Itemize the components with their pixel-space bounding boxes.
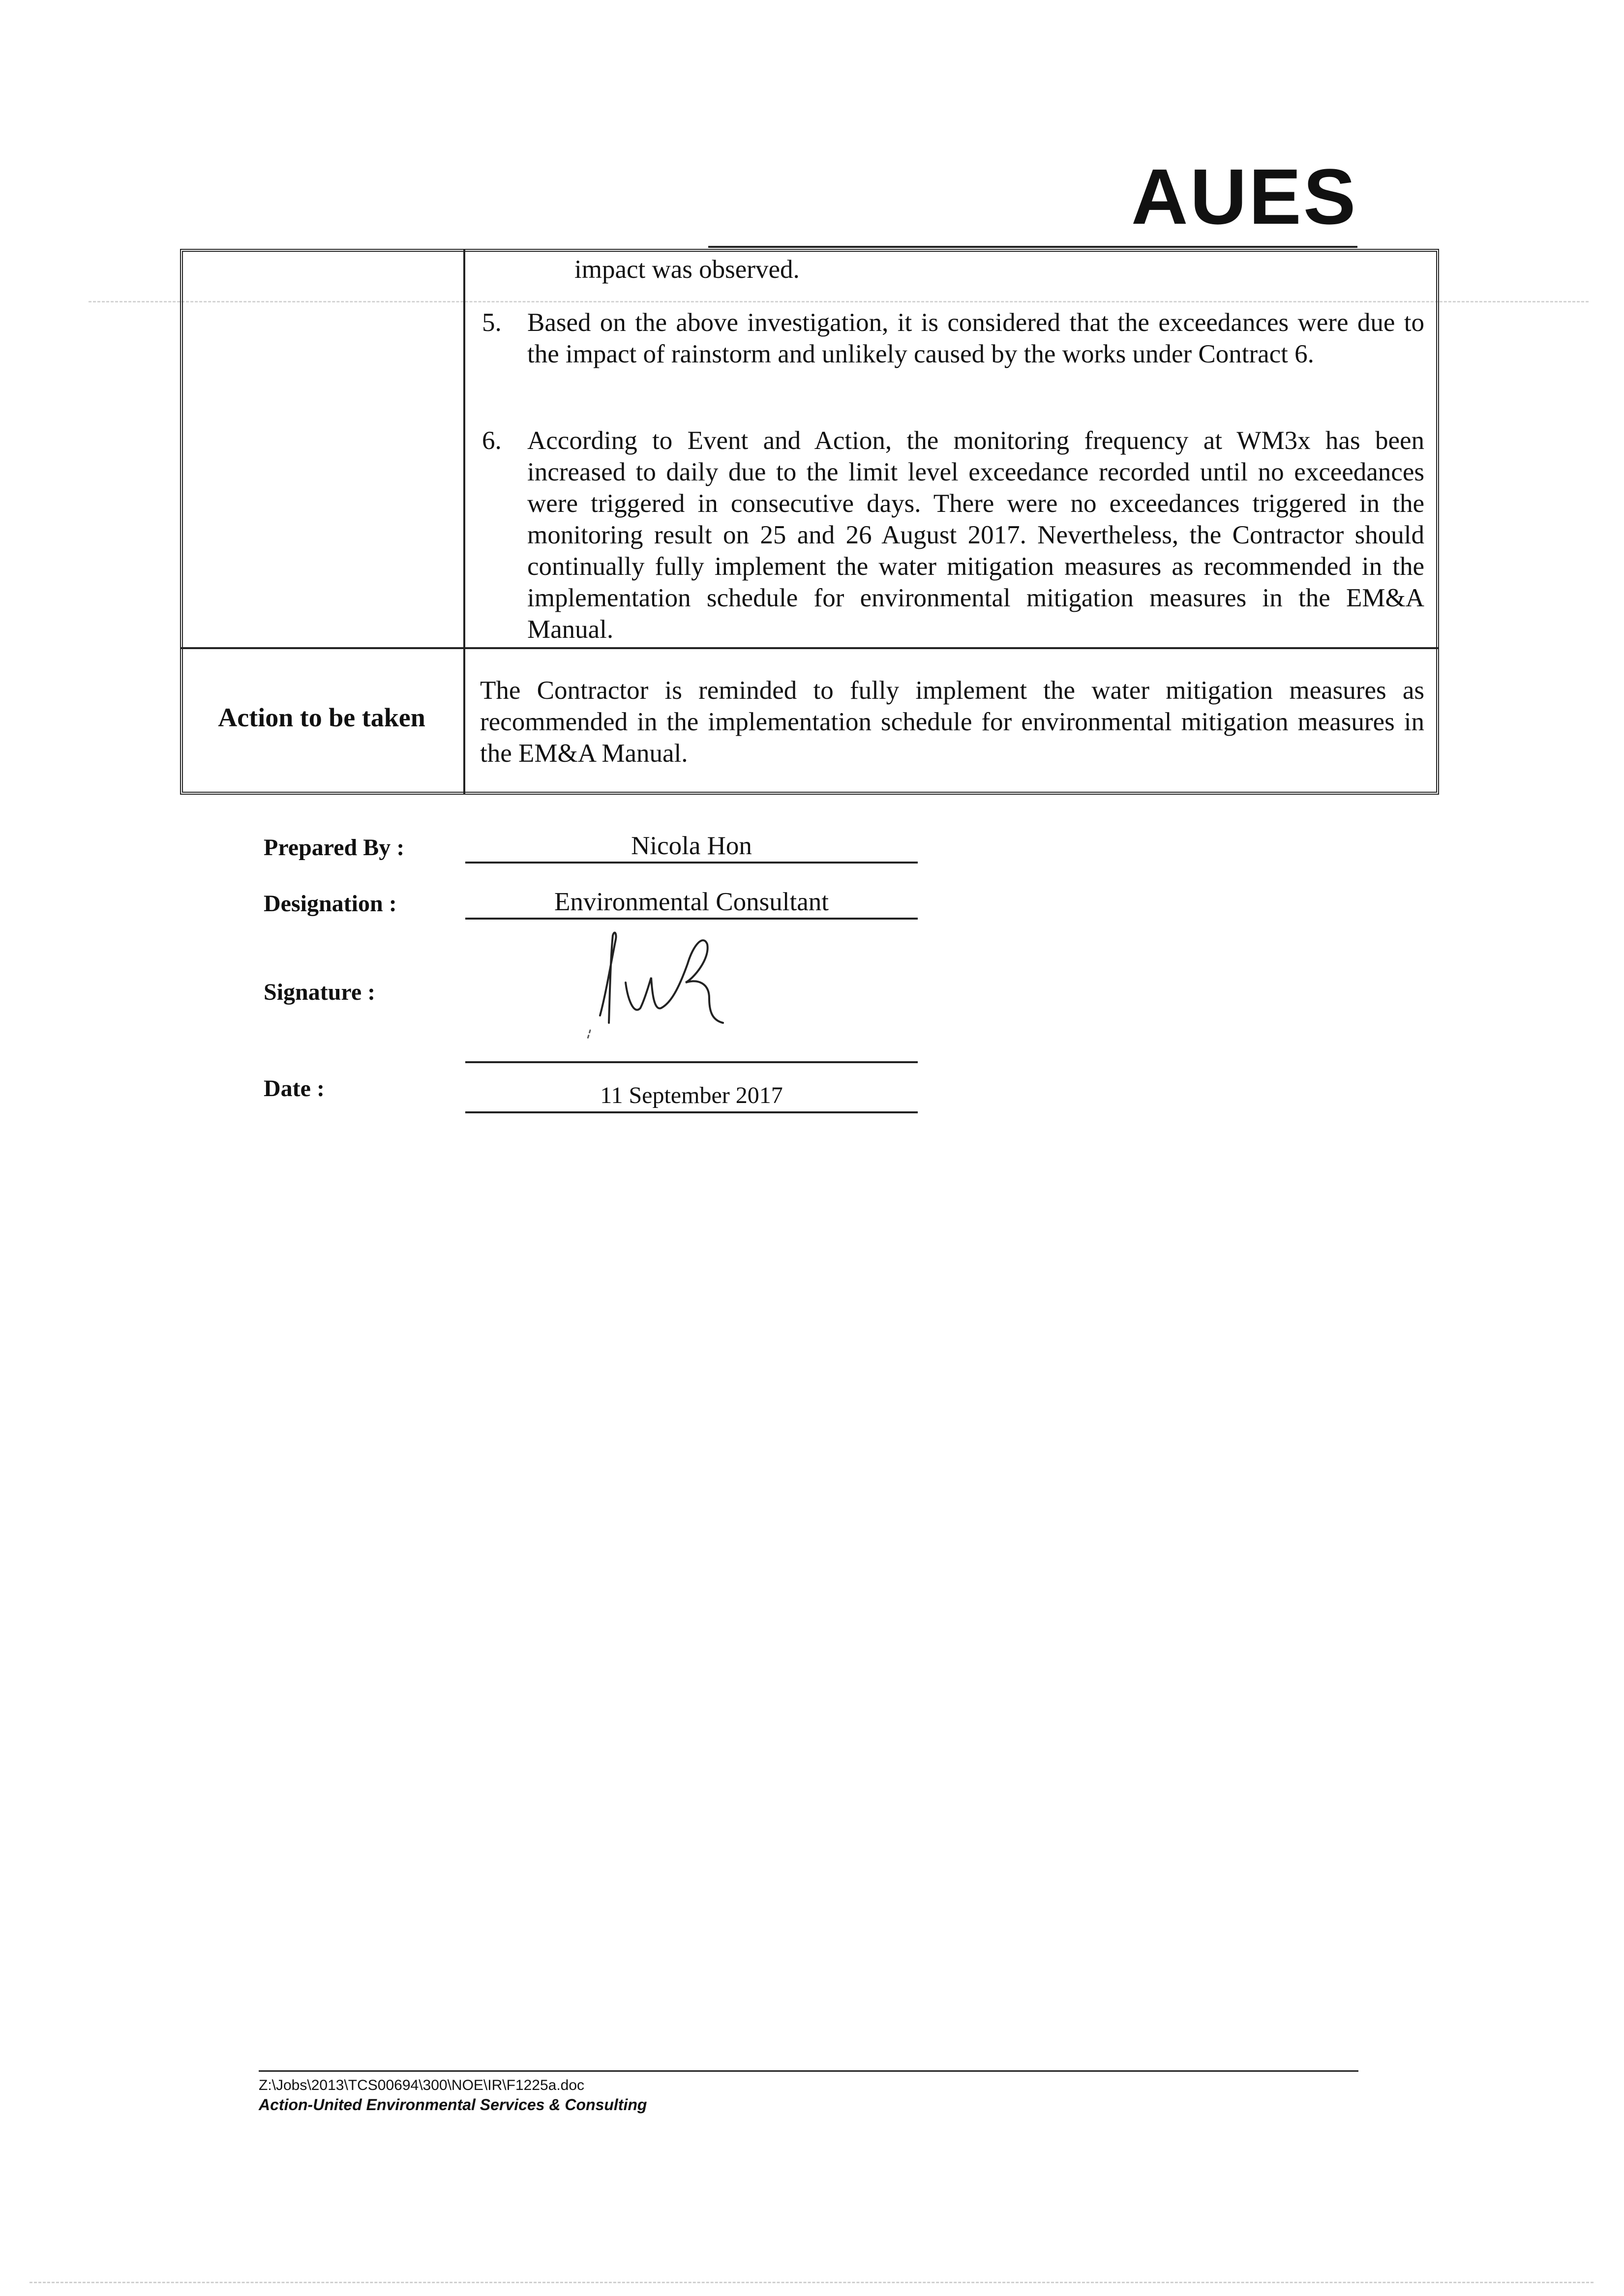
logo-text: AUES bbox=[1131, 152, 1358, 240]
designation-line bbox=[465, 918, 918, 920]
signature-line bbox=[465, 1061, 918, 1063]
prepared-by-label: Prepared By : bbox=[264, 835, 405, 861]
footer-company-name: Action-United Environmental Services & Consulting bbox=[259, 2096, 647, 2114]
list-item-text: According to Event and Action, the monitoring frequency at WM3x has been increased to daily due to the limit level exceedance recorded until no exceedances were triggered in consecutive days. There were no exceedances triggered in the monitoring result on 25 and 26 August 2017. Nevertheless, the Contractor should continually fully implement the water mitigation measures as recommended in the implementation schedule for environmental mitigation measures in the EM&A Manual. bbox=[527, 426, 1424, 644]
signature-label: Signature : bbox=[264, 979, 376, 1005]
footer-rule bbox=[259, 2070, 1358, 2072]
signature-image bbox=[580, 924, 807, 1052]
action-label: Action to be taken bbox=[218, 703, 425, 732]
prepared-by-line bbox=[465, 862, 918, 864]
date-label: Date : bbox=[264, 1075, 325, 1102]
list-item-number: 5. bbox=[482, 308, 502, 337]
list-item-text: Based on the above investigation, it is considered that the exceedances were due to the impact of rainstorm and unlikely caused by the works under Contract 6. bbox=[527, 308, 1424, 368]
designation-value: Environmental Consultant bbox=[554, 888, 829, 916]
action-text: The Contractor is reminded to fully implement the water mitigation measures as recommended in the implementation schedule for environmental mitigation measures in the EM&A Manual. bbox=[480, 676, 1424, 768]
company-logo bbox=[1131, 152, 1358, 240]
date-value: 11 September 2017 bbox=[600, 1082, 783, 1108]
table-row-divider bbox=[180, 647, 1439, 649]
date-line bbox=[465, 1111, 918, 1113]
footer-file-path: Z:\Jobs\2013\TCS00694\300\NOE\IR\F1225a.doc bbox=[259, 2077, 585, 2093]
list-item-number: 6. bbox=[482, 426, 502, 455]
table-column-divider bbox=[463, 249, 465, 795]
header-rule bbox=[708, 246, 1357, 248]
prepared-by-value: Nicola Hon bbox=[631, 832, 752, 860]
continuation-text: impact was observed. bbox=[574, 255, 800, 284]
designation-label: Designation : bbox=[264, 891, 397, 917]
scan-artifact-line bbox=[30, 2282, 1594, 2283]
